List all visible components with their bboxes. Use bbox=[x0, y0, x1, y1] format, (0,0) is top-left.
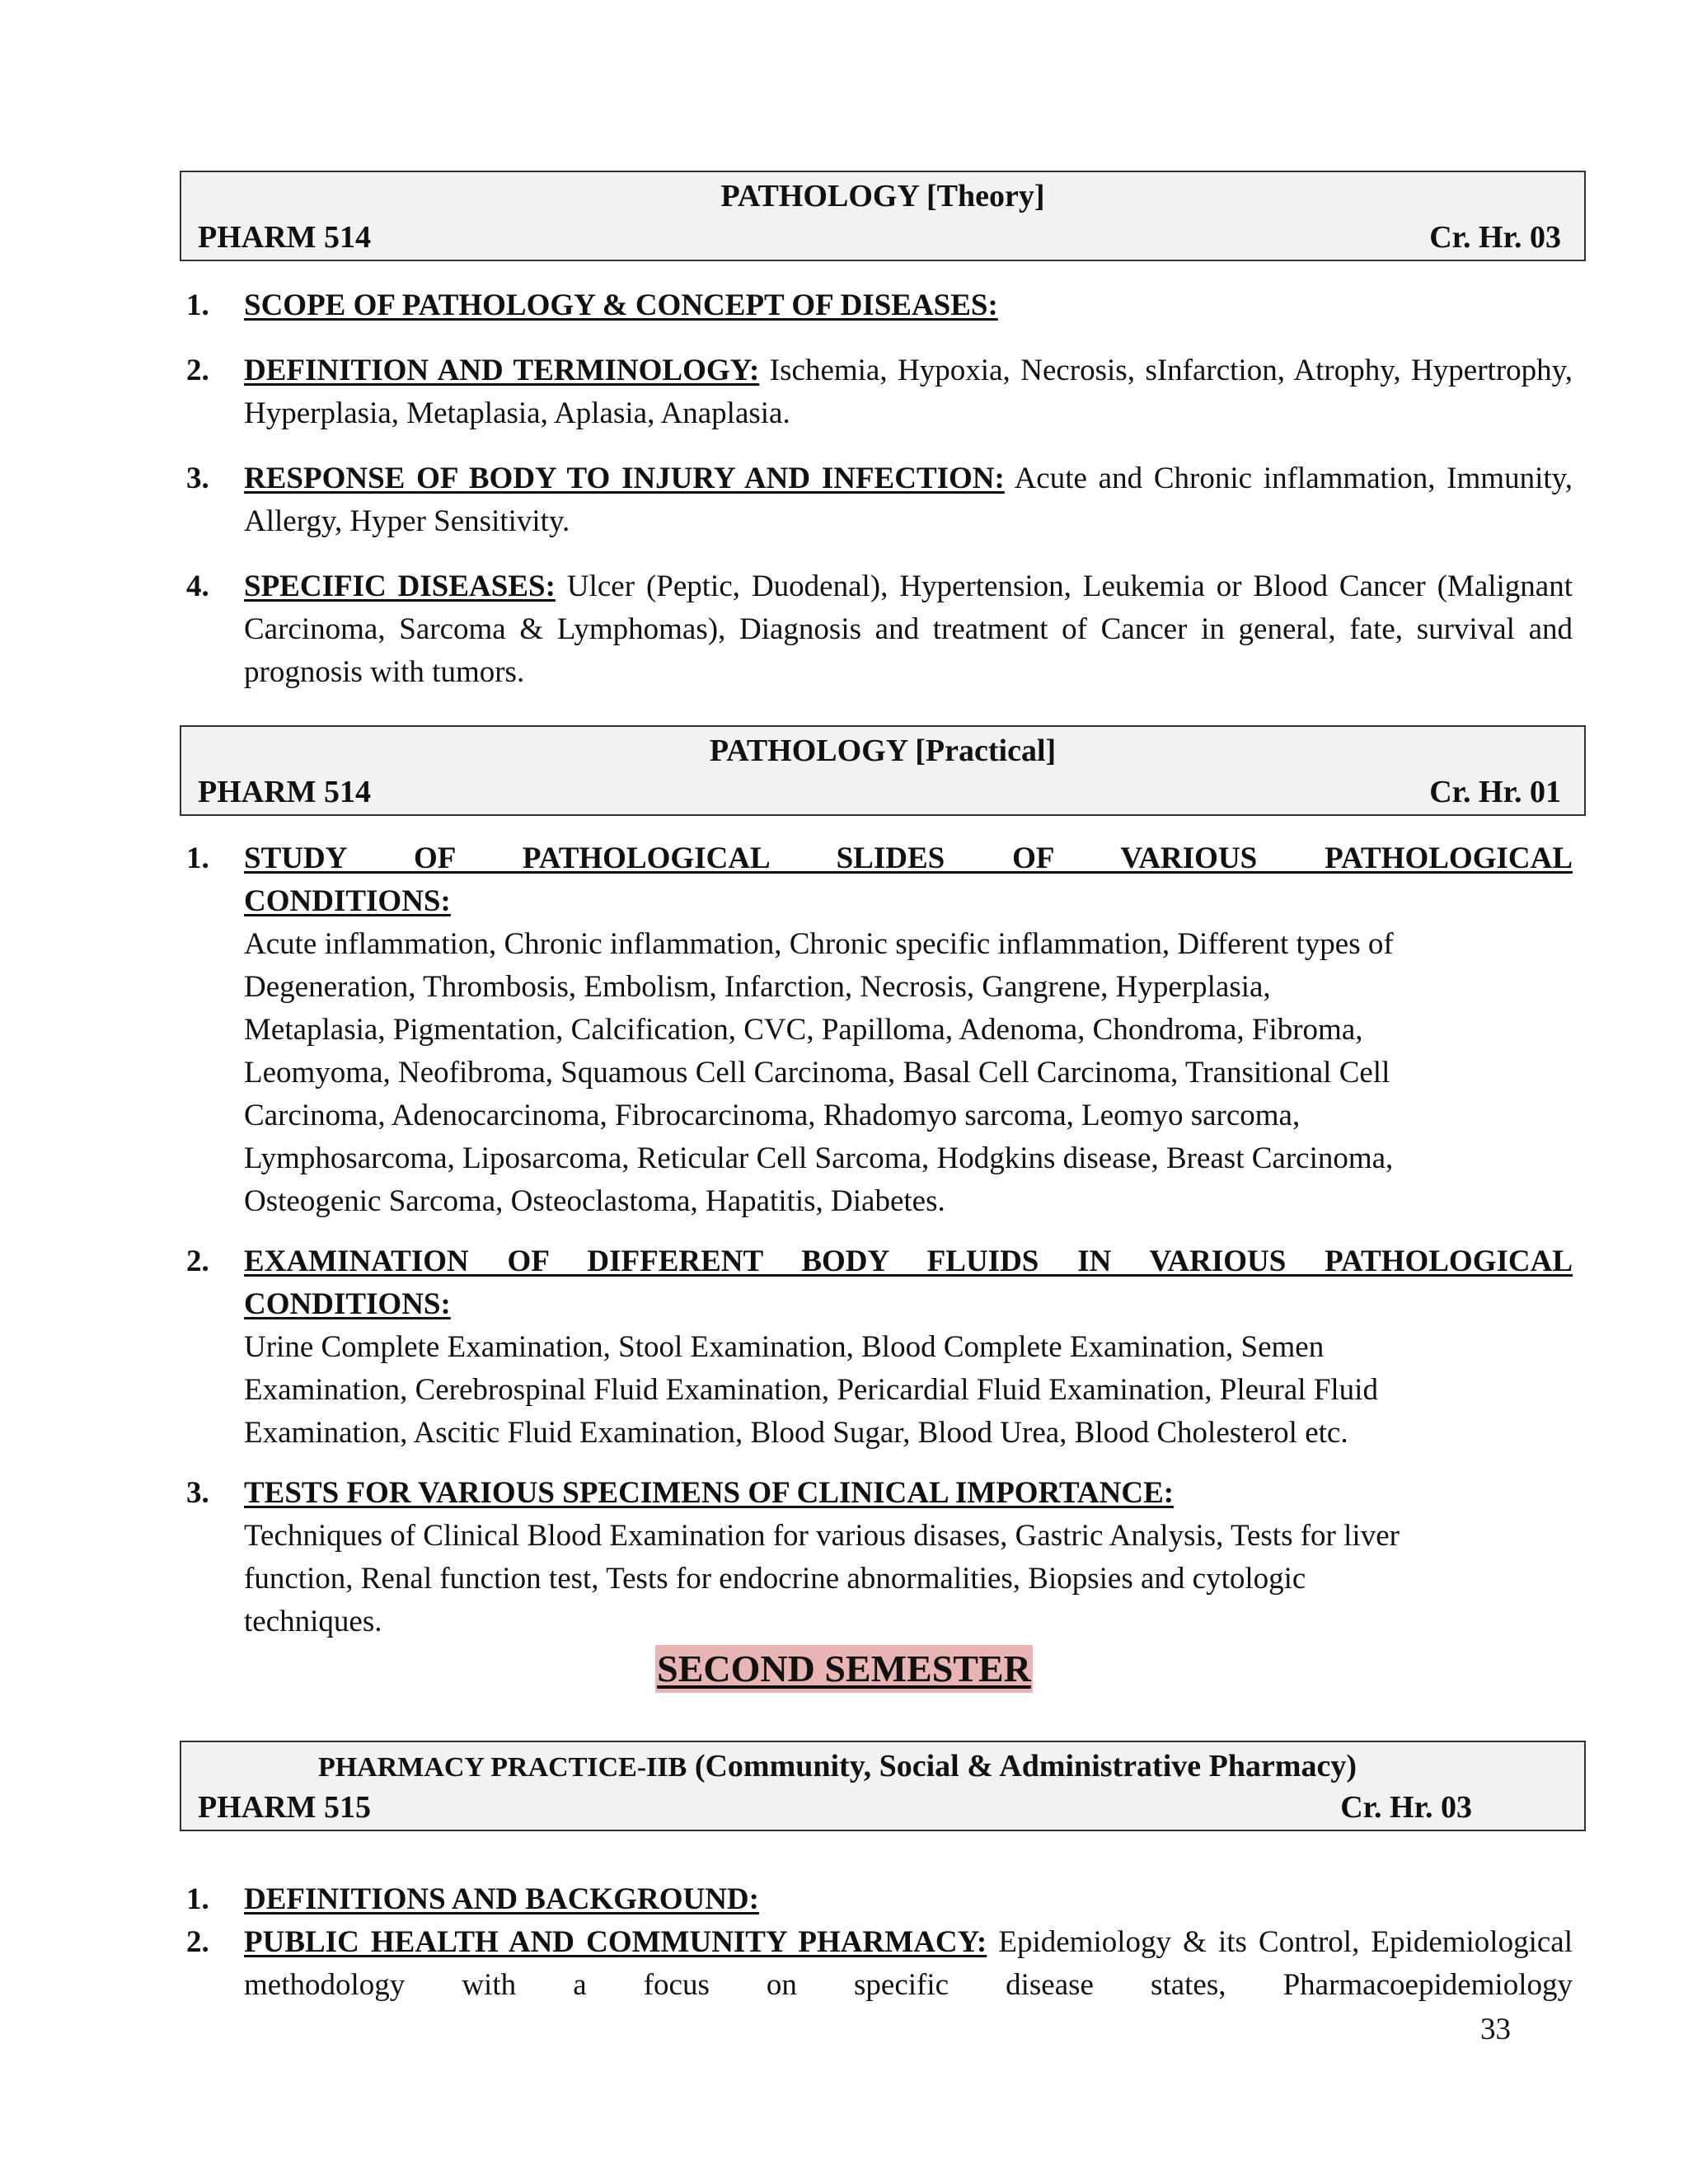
item-heading: RESPONSE OF BODY TO INJURY AND INFECTION: bbox=[244, 462, 1005, 495]
list-item bbox=[186, 837, 1573, 1223]
item-heading: SPECIFIC DISEASES: bbox=[244, 569, 556, 603]
item-text-line: Leomyoma, Neofibroma, Squamous Cell Carcinoma, Basal Cell Carcinoma, Transitional Cell bbox=[244, 1056, 1390, 1090]
item-text-line: Techniques of Clinical Blood Examination for various disases, Gastric Analysis, Tests for liver bbox=[244, 1519, 1400, 1553]
item-text-line: Osteogenic Sarcoma, Osteoclastoma, Hapatitis, Diabetes. bbox=[244, 1184, 945, 1218]
course-header-pathology-practical bbox=[180, 725, 1586, 816]
course-header-pathology-theory bbox=[180, 171, 1586, 261]
item-heading: PUBLIC HEALTH AND COMMUNITY PHARMACY: bbox=[244, 1925, 987, 1959]
course-credit-hours: Cr. Hr. 03 bbox=[1429, 220, 1561, 255]
item-text-line: Examination, Cerebrospinal Fluid Examination, Pericardial Fluid Examination, Pleural Fluid bbox=[244, 1373, 1378, 1407]
list-item bbox=[186, 1472, 1573, 1643]
list-item bbox=[186, 1921, 1573, 2007]
course-code: PHARM 515 bbox=[198, 1790, 372, 1825]
list-item bbox=[186, 284, 1573, 327]
item-number: 2. bbox=[186, 1925, 209, 1959]
course-title-subtitle: (Community, Social & Administrative Pharmacy) bbox=[687, 1749, 1357, 1783]
item-heading: DEFINITION AND TERMINOLOGY: bbox=[244, 354, 760, 387]
course-header-pharmacy-practice bbox=[180, 1741, 1586, 1831]
item-heading: STUDY OF PATHOLOGICAL SLIDES OF VARIOUS PATHOLOGICAL bbox=[244, 841, 1573, 875]
list-item bbox=[186, 349, 1573, 435]
item-number: 3. bbox=[186, 462, 209, 495]
course-code: PHARM 514 bbox=[198, 220, 372, 255]
item-text: Ulcer (Peptic, Duodenal), Hypertension, Leukemia or Blood Cancer (Malignant Carcinoma, Sarcoma & Lymphomas), Diagnosis and treatment of Cancer in general, fate, survival and prognosis with tumors. bbox=[244, 569, 1573, 689]
item-heading: SCOPE OF PATHOLOGY & CONCEPT OF DISEASES: bbox=[244, 288, 998, 322]
item-text-line: Acute inflammation, Chronic inflammation, Chronic specific inflammation, Different types of bbox=[244, 927, 1394, 961]
item-text-line: Carcinoma, Adenocarcinoma, Fibrocarcinoma, Rhadomyo sarcoma, Leomyo sarcoma, bbox=[244, 1099, 1301, 1132]
item-text-line: techniques. bbox=[244, 1605, 382, 1638]
list-item bbox=[186, 1878, 1573, 1921]
item-heading: EXAMINATION OF DIFFERENT BODY FLUIDS IN VARIOUS PATHOLOGICAL bbox=[244, 1244, 1573, 1278]
semester-heading bbox=[0, 1645, 1688, 1693]
course-credit-hours: Cr. Hr. 01 bbox=[1429, 775, 1561, 809]
item-text: Epidemiology & its Control, Epidemiological methodology with a focus on specific disease states, Pharmacoepidemiology bbox=[244, 1925, 1573, 2002]
item-text-line: Lymphosarcoma, Liposarcoma, Reticular Cell Sarcoma, Hodgkins disease, Breast Carcinoma, bbox=[244, 1141, 1394, 1175]
item-text: Ischemia, Hypoxia, Necrosis, sInfarction, Atrophy, Hypertrophy, Hyperplasia, Metaplasia, Aplasia, Anaplasia. bbox=[244, 354, 1573, 430]
list-item bbox=[186, 565, 1573, 694]
course-code: PHARM 514 bbox=[198, 775, 372, 809]
course-credit-hours: Cr. Hr. 03 bbox=[1340, 1790, 1472, 1825]
item-number: 1. bbox=[186, 841, 209, 875]
course-title bbox=[91, 1746, 1584, 1788]
item-text-line: Metaplasia, Pigmentation, Calcification, CVC, Papilloma, Adenoma, Chondroma, Fibroma, bbox=[244, 1013, 1363, 1047]
item-text: Acute and Chronic inflammation, Immunity, Allergy, Hyper Sensitivity. bbox=[244, 462, 1573, 538]
course-title-main: PHARMACY PRACTICE-IIB bbox=[317, 1752, 687, 1783]
item-heading: DEFINITIONS AND BACKGROUND: bbox=[244, 1882, 759, 1916]
item-number: 4. bbox=[186, 569, 209, 603]
list-item bbox=[186, 1240, 1573, 1455]
item-number: 1. bbox=[186, 1882, 209, 1916]
item-heading-continued: CONDITIONS: bbox=[244, 884, 451, 918]
semester-heading-text: SECOND SEMESTER bbox=[655, 1645, 1033, 1693]
item-text-line: function, Renal function test, Tests for endocrine abnormalities, Biopsies and cytologic bbox=[244, 1562, 1306, 1596]
item-number: 3. bbox=[186, 1476, 209, 1510]
item-text-line: Urine Complete Examination, Stool Examination, Blood Complete Examination, Semen bbox=[244, 1330, 1325, 1364]
item-text-line: Examination, Ascitic Fluid Examination, Blood Sugar, Blood Urea, Blood Cholesterol etc. bbox=[244, 1416, 1348, 1450]
page-number: 33 bbox=[1480, 2013, 1511, 2046]
item-heading-continued: CONDITIONS: bbox=[244, 1287, 451, 1321]
course-title: PATHOLOGY [Theory] bbox=[720, 179, 1045, 213]
list-item bbox=[186, 457, 1573, 543]
course-title: PATHOLOGY [Practical] bbox=[709, 733, 1057, 768]
item-number: 2. bbox=[186, 354, 209, 387]
item-text-line: Degeneration, Thrombosis, Embolism, Infarction, Necrosis, Gangrene, Hyperplasia, bbox=[244, 970, 1271, 1004]
item-number: 1. bbox=[186, 288, 209, 322]
item-heading: TESTS FOR VARIOUS SPECIMENS OF CLINICAL IMPORTANCE: bbox=[244, 1476, 1175, 1510]
item-number: 2. bbox=[186, 1244, 209, 1278]
